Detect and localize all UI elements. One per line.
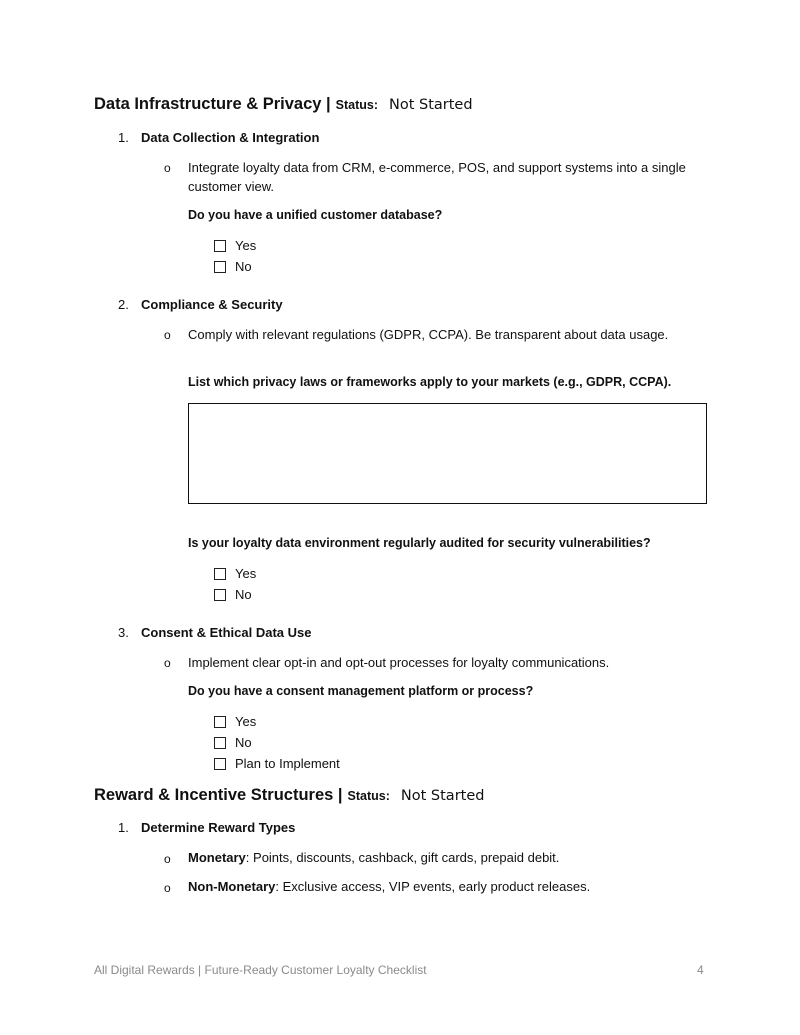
item-title-compliance: Compliance & Security: [141, 297, 283, 312]
bullet-non-monetary: [188, 877, 590, 896]
status-label: Status:: [335, 98, 378, 112]
bullet-lead: Monetary: [188, 850, 246, 865]
status-value[interactable]: Not Started: [389, 97, 473, 113]
status-value[interactable]: Not Started: [400, 788, 485, 804]
option-no[interactable]: [214, 735, 252, 750]
option-yes[interactable]: [214, 714, 256, 729]
section-title: Reward & Incentive Structures |: [94, 786, 343, 804]
checkbox[interactable]: [214, 758, 226, 770]
status-label: Status:: [347, 789, 390, 803]
footer-text: All Digital Rewards | Future-Ready Customer Loyalty Checklist: [94, 963, 427, 977]
section-title: Data Infrastructure & Privacy |: [94, 95, 331, 113]
option-label: Yes: [235, 714, 257, 729]
checkbox[interactable]: [214, 568, 226, 580]
bullet-text: Integrate loyalty data from CRM, e-commerce, POS, and support systems into a single customer view.: [188, 160, 686, 194]
option-no[interactable]: [214, 587, 252, 602]
bullet-text: Implement clear opt-in and opt-out processes for loyalty communications.: [188, 655, 610, 670]
item-number: 1.: [118, 820, 129, 835]
bullet-marker: o: [164, 656, 171, 670]
item-number: 1.: [118, 130, 129, 145]
option-label: No: [235, 587, 252, 602]
page-number: 4: [697, 963, 704, 977]
option-label: Plan to Implement: [235, 756, 340, 771]
bullet-marker: o: [164, 852, 171, 866]
question-security-audit: Is your loyalty data environment regularly audited for security vulnerabilities?: [188, 536, 651, 550]
option-label: No: [235, 735, 252, 750]
item-title-reward-types: Determine Reward Types: [141, 820, 296, 835]
section-header-data-infrastructure: [94, 95, 473, 114]
question-consent-platform: Do you have a consent management platform or process?: [188, 684, 534, 698]
option-yes[interactable]: [214, 566, 256, 581]
option-label: Yes: [235, 238, 257, 253]
bullet-text: Comply with relevant regulations (GDPR, CCPA). Be transparent about data usage.: [188, 327, 669, 342]
checkbox[interactable]: [214, 737, 226, 749]
bullet-marker: o: [164, 161, 171, 175]
checkbox[interactable]: [214, 716, 226, 728]
checkbox[interactable]: [214, 261, 226, 273]
checkbox[interactable]: [214, 240, 226, 252]
item-title-consent: Consent & Ethical Data Use: [141, 625, 312, 640]
option-plan-to-implement[interactable]: [214, 756, 340, 771]
item-title-data-collection: Data Collection & Integration: [141, 130, 320, 145]
option-label: No: [235, 259, 252, 274]
question-privacy-laws: List which privacy laws or frameworks apply to your markets (e.g., GDPR, CCPA).: [188, 375, 672, 389]
item-number: 2.: [118, 297, 129, 312]
checkbox[interactable]: [214, 589, 226, 601]
question-unified-database: Do you have a unified customer database?: [188, 208, 443, 222]
option-no[interactable]: [214, 259, 252, 274]
section-header-reward-incentive: [94, 786, 484, 805]
privacy-laws-answer-box[interactable]: [188, 403, 707, 504]
item-number: 3.: [118, 625, 129, 640]
bullet-marker: o: [164, 881, 171, 895]
bullet-lead: Non-Monetary: [188, 879, 276, 894]
bullet-text: : Exclusive access, VIP events, early product releases.: [275, 879, 591, 894]
option-yes[interactable]: [214, 238, 256, 253]
option-label: Yes: [235, 566, 257, 581]
bullet-marker: o: [164, 328, 171, 342]
bullet-text: : Points, discounts, cashback, gift cards, prepaid debit.: [245, 850, 560, 865]
bullet-monetary: [188, 848, 559, 867]
